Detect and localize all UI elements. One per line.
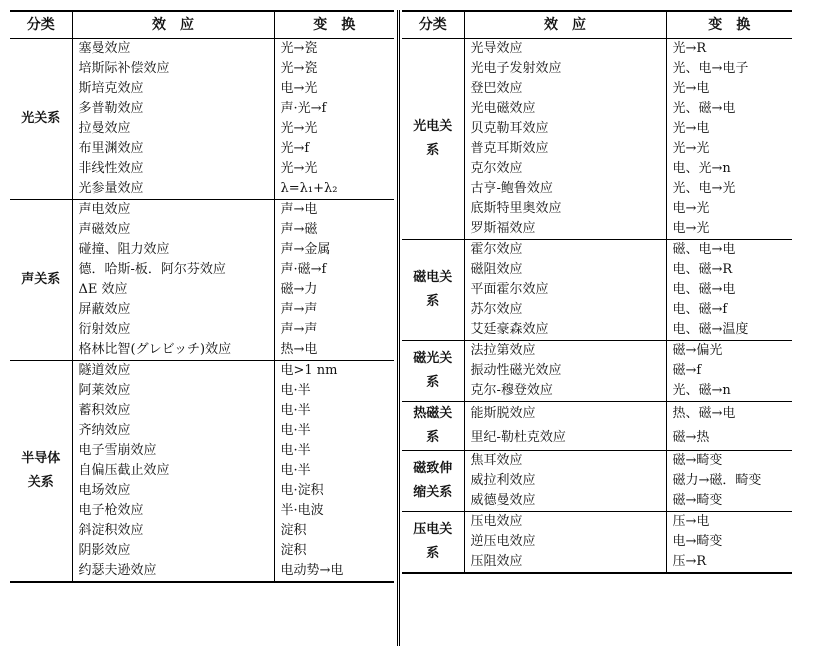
effect-cell: 齐纳效应 xyxy=(72,421,274,441)
effect-cell: 压电效应 xyxy=(464,512,666,533)
effect-cell: 格林比智(グレビッチ)效应 xyxy=(72,340,274,361)
category-cell: 磁光关系 xyxy=(402,341,464,402)
transform-cell: 电→光 xyxy=(280,81,318,96)
table-row xyxy=(10,200,394,221)
category-cell: 压电关系 xyxy=(402,512,464,574)
transform-cell: 磁→畸变 xyxy=(666,491,792,512)
effect-cell: 克尔效应 xyxy=(464,159,666,179)
effect-cell: 多普勒效应 xyxy=(72,99,274,119)
table-row xyxy=(10,39,394,60)
table-row xyxy=(402,402,792,427)
effect-cell: 非线性效应 xyxy=(72,159,274,179)
effect-cell: 布里渊效应 xyxy=(72,139,274,159)
effect-cell: 威拉利效应 xyxy=(464,471,666,491)
transform-cell: 电·半 xyxy=(280,383,311,398)
header-category: 分类 xyxy=(10,11,72,39)
transform-cell: 电、磁→f xyxy=(672,302,728,317)
header-effect: 效 应 xyxy=(72,11,274,39)
effect-cell: 声电效应 xyxy=(72,200,274,221)
transform-cell: 声→磁 xyxy=(280,222,318,237)
effect-cell: 古亨-鲍鲁效应 xyxy=(464,179,666,199)
transform-cell: 光→光 xyxy=(280,161,318,176)
effect-cell: 阿莱效应 xyxy=(72,381,274,401)
transform-cell: 磁→畸变 xyxy=(672,453,723,468)
effect-cell: 振动性磁光效应 xyxy=(464,361,666,381)
transform-cell: 光、磁→电 xyxy=(672,101,736,116)
effect-cell: 光参量效应 xyxy=(72,179,274,200)
effect-cell: 底斯特里奥效应 xyxy=(464,199,666,219)
transform-cell: 声→金属 xyxy=(280,242,331,257)
transform-cell: 磁→偏光 xyxy=(672,343,723,358)
transform-cell: 光→f xyxy=(280,141,310,156)
transform-cell: 电·淀积 xyxy=(280,483,324,498)
effect-cell: 培斯际补偿效应 xyxy=(72,59,274,79)
transform-cell: 电>1 nm xyxy=(280,363,338,378)
transform-cell: 电、磁→R xyxy=(672,262,733,277)
left-table-body xyxy=(10,39,394,583)
header-transform: 变 换 xyxy=(666,11,792,39)
table-row xyxy=(402,341,792,362)
effect-cell: 艾廷豪森效应 xyxy=(464,320,666,341)
effect-cell: ΔE 效应 xyxy=(72,280,274,300)
effect-cell: 磁阻效应 xyxy=(464,260,666,280)
transform-cell: 电·半 xyxy=(280,423,311,438)
effect-cell: 霍尔效应 xyxy=(464,240,666,261)
effects-table-right xyxy=(402,10,792,574)
transform-cell: 热、磁→电 xyxy=(672,406,736,421)
effect-cell: 焦耳效应 xyxy=(464,451,666,472)
transform-cell: 光→瓷 xyxy=(280,41,318,56)
transform-cell: 光→光 xyxy=(672,141,710,156)
header-effect: 效 应 xyxy=(464,11,666,39)
transform-cell: 电·半 xyxy=(280,443,311,458)
transform-cell: 电、磁→温度 xyxy=(666,320,792,341)
effect-cell: 约瑟夫逊效应 xyxy=(72,561,274,582)
category-cell: 声关系 xyxy=(10,200,72,361)
transform-cell: 电·半 xyxy=(280,403,311,418)
transform-cell: 光→瓷 xyxy=(280,61,318,76)
transform-cell: 声·磁→f xyxy=(280,262,327,277)
transform-cell: 光→电 xyxy=(672,121,710,136)
transform-cell: 声·光→f xyxy=(280,101,327,116)
transform-cell: 淀积 xyxy=(280,543,307,558)
effect-cell: 电子枪效应 xyxy=(72,501,274,521)
transform-cell: λ=λ₁+λ₂ xyxy=(274,179,394,200)
table-divider xyxy=(397,10,400,646)
effect-cell: 里纪-勒杜克效应 xyxy=(464,426,666,451)
effect-cell: 贝克勒耳效应 xyxy=(464,119,666,139)
transform-cell: 声→声 xyxy=(280,302,318,317)
transform-cell: 磁、电→电 xyxy=(672,242,736,257)
category-cell: 磁电关系 xyxy=(402,240,464,341)
category-cell: 磁致伸缩关系 xyxy=(402,451,464,512)
transform-cell: 光→R xyxy=(672,41,707,56)
transform-cell: 磁→力 xyxy=(280,282,318,297)
effect-cell: 光电磁效应 xyxy=(464,99,666,119)
transform-cell: 压→R xyxy=(666,552,792,573)
category-cell: 热磁关系 xyxy=(402,402,464,451)
transform-cell: 电动势→电 xyxy=(274,561,394,582)
transform-cell: 电→光 xyxy=(672,201,710,216)
transform-cell: 电→光 xyxy=(666,219,792,240)
table-row xyxy=(402,512,792,533)
effect-cell: 法拉第效应 xyxy=(464,341,666,362)
effect-cell: 德．哈斯-板．阿尔芬效应 xyxy=(72,260,274,280)
transform-cell: 声→声 xyxy=(280,322,318,337)
effect-cell: 普克耳斯效应 xyxy=(464,139,666,159)
effect-cell: 平面霍尔效应 xyxy=(464,280,666,300)
effect-cell: 斯培克效应 xyxy=(72,79,274,99)
effect-cell: 电子雪崩效应 xyxy=(72,441,274,461)
transform-cell: 磁→f xyxy=(672,363,702,378)
transform-cell: 电→畸变 xyxy=(672,534,723,549)
transform-cell: 电、光→n xyxy=(672,161,731,176)
transform-cell: 压→电 xyxy=(672,514,710,529)
transform-cell: 光、电→电子 xyxy=(672,61,749,76)
effect-cell: 拉曼效应 xyxy=(72,119,274,139)
transform-cell: 声→电 xyxy=(280,202,318,217)
effect-cell: 阴影效应 xyxy=(72,541,274,561)
transform-cell: 光、磁→n xyxy=(666,381,792,402)
right-table-body xyxy=(402,39,792,574)
transform-cell: 热→电 xyxy=(274,340,394,361)
header-category: 分类 xyxy=(402,11,464,39)
transform-cell: 光、电→光 xyxy=(672,181,736,196)
transform-cell: 半·电波 xyxy=(280,503,324,518)
effect-cell: 塞曼效应 xyxy=(72,39,274,60)
effect-cell: 光电子发射效应 xyxy=(464,59,666,79)
transform-cell: 光→电 xyxy=(672,81,710,96)
effect-cell: 电场效应 xyxy=(72,481,274,501)
transform-cell: 电·半 xyxy=(280,463,311,478)
table-row xyxy=(10,361,394,382)
table-row xyxy=(402,39,792,60)
effect-cell: 压阻效应 xyxy=(464,552,666,573)
header-row xyxy=(402,11,792,39)
effect-cell: 登巴效应 xyxy=(464,79,666,99)
table-row xyxy=(402,451,792,472)
effects-table-left xyxy=(10,10,394,583)
category-cell: 半导体关系 xyxy=(10,361,72,583)
effect-cell: 屏蔽效应 xyxy=(72,300,274,320)
effect-cell: 隧道效应 xyxy=(72,361,274,382)
effect-cell: 斜淀积效应 xyxy=(72,521,274,541)
transform-cell: 磁→热 xyxy=(666,426,792,451)
transform-cell: 电、磁→电 xyxy=(672,282,736,297)
effect-cell: 苏尔效应 xyxy=(464,300,666,320)
header-transform: 变 换 xyxy=(274,11,394,39)
effect-cell: 蓄积效应 xyxy=(72,401,274,421)
table-row xyxy=(402,240,792,261)
effect-cell: 光导效应 xyxy=(464,39,666,60)
effect-cell: 逆压电效应 xyxy=(464,532,666,552)
transform-cell: 淀积 xyxy=(280,523,307,538)
effect-cell: 声磁效应 xyxy=(72,220,274,240)
effect-cell: 自偏压截止效应 xyxy=(72,461,274,481)
effect-cell: 能斯脱效应 xyxy=(464,402,666,427)
transform-cell: 光→光 xyxy=(280,121,318,136)
effect-cell: 衍射效应 xyxy=(72,320,274,340)
effect-cell: 克尔-穆登效应 xyxy=(464,381,666,402)
effect-cell: 威德曼效应 xyxy=(464,491,666,512)
transform-cell: 磁力→磁．畸变 xyxy=(672,473,762,488)
category-cell: 光电关系 xyxy=(402,39,464,240)
category-cell: 光关系 xyxy=(10,39,72,200)
header-row xyxy=(10,11,394,39)
effect-cell: 碰撞、阻力效应 xyxy=(72,240,274,260)
effect-cell: 罗斯福效应 xyxy=(464,219,666,240)
